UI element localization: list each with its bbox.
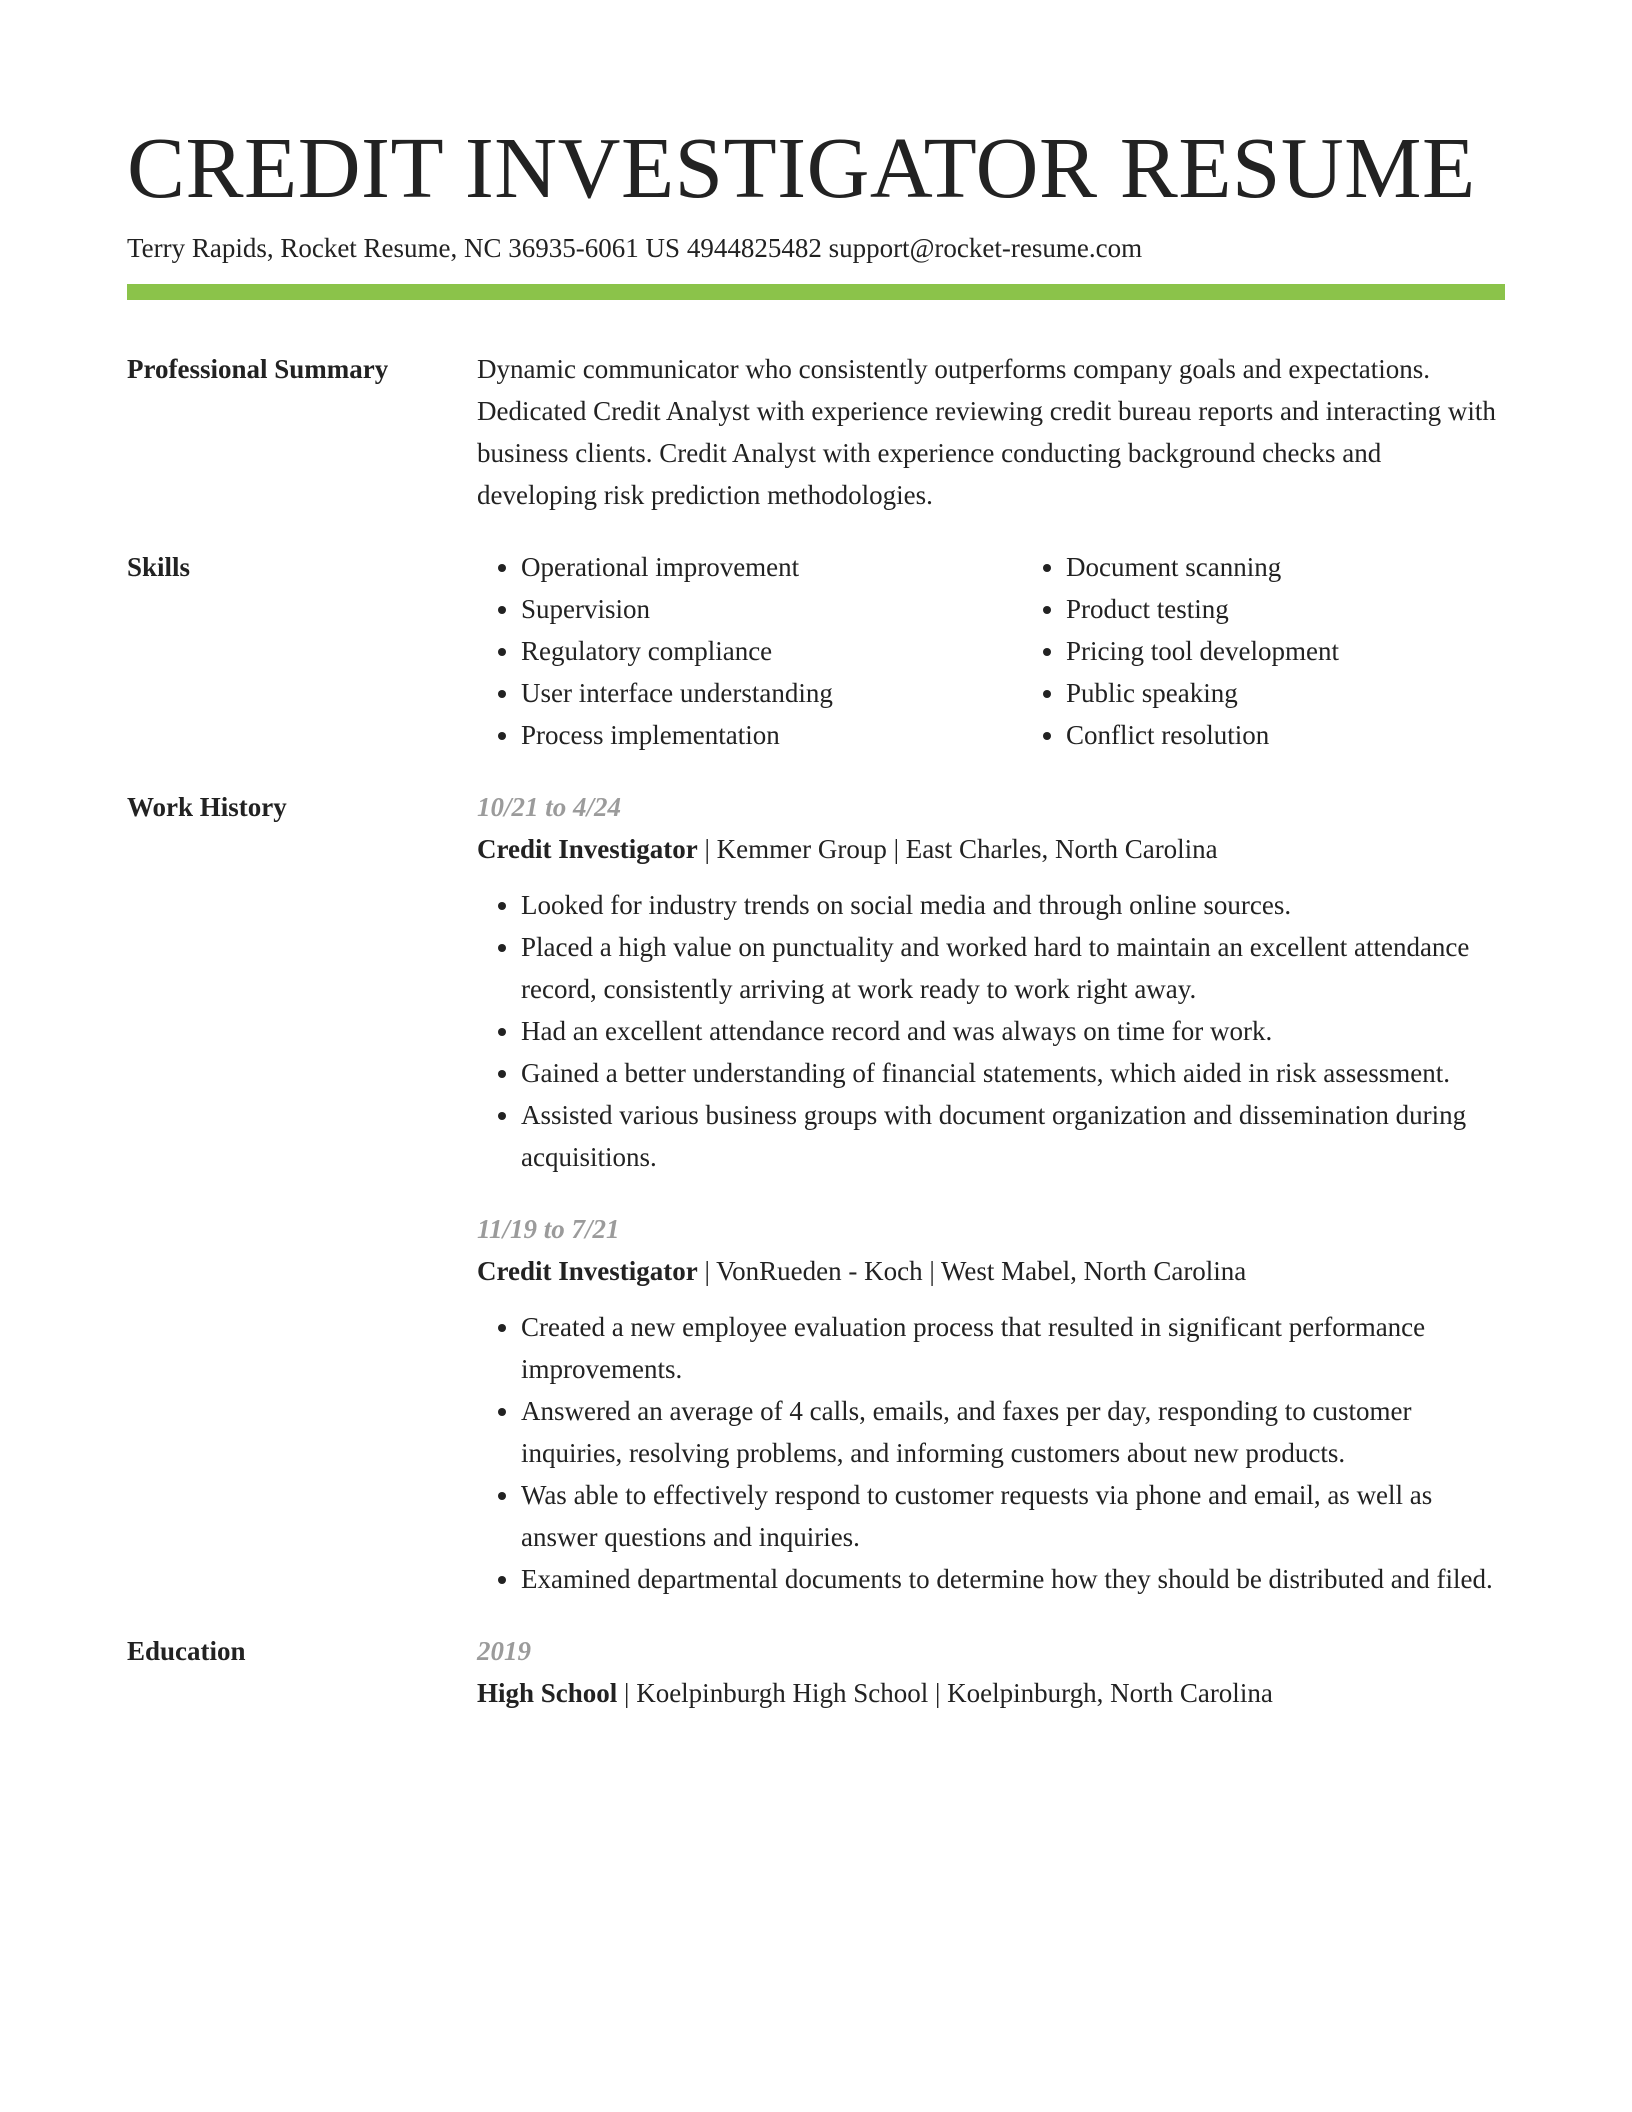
job-heading: [477, 1250, 1505, 1292]
skill-item: • User interface understanding: [521, 672, 1022, 714]
contact-phone: 4944825482: [686, 233, 822, 263]
summary-section: [127, 348, 1505, 516]
job-entry: [477, 786, 1505, 1178]
work-history-body: [477, 786, 1505, 1600]
job-dates: 11/19 to 7/21: [477, 1214, 620, 1244]
job-bullet: • Answered an average of 4 calls, emails, and faxes per day, responding to customer inquiries, resolving problems, and informing customers about new products.: [521, 1390, 1505, 1474]
skills-column-right: [1022, 546, 1339, 756]
skill-item: • Document scanning: [1066, 546, 1339, 588]
skill-item: • Process implementation: [521, 714, 1022, 756]
education-heading: Education: [127, 1636, 246, 1666]
job-employer-location: | Kemmer Group | East Charles, North Carolina: [704, 834, 1218, 864]
job-bullet: • Examined departmental documents to determine how they should be distributed and filed.: [521, 1558, 1505, 1600]
skills-grid: [477, 546, 1505, 756]
job-heading: [477, 828, 1505, 870]
job-employer-location: | VonRueden - Koch | West Mabel, North Carolina: [704, 1256, 1247, 1286]
contact-email: support@rocket-resume.com: [828, 233, 1143, 263]
work-history-section: [127, 786, 1505, 1600]
job-bullet: • Gained a better understanding of financial statements, which aided in risk assessment.: [521, 1052, 1505, 1094]
job-bullet: • Assisted various business groups with document organization and dissemination during acquisitions.: [521, 1094, 1505, 1178]
education-year: 2019: [477, 1636, 531, 1666]
skill-item: • Public speaking: [1066, 672, 1339, 714]
skill-item: • Pricing tool development: [1066, 630, 1339, 672]
job-bullet: • Looked for industry trends on social media and through online sources.: [521, 884, 1505, 926]
education-degree: High School: [477, 1678, 618, 1708]
skill-item: • Product testing: [1066, 588, 1339, 630]
job-entry: [477, 1208, 1505, 1600]
skill-item: • Regulatory compliance: [521, 630, 1022, 672]
education-heading-line: [477, 1672, 1505, 1714]
job-bullet: • Created a new employee evaluation process that resulted in significant performance improvements.: [521, 1306, 1505, 1390]
education-section: [127, 1630, 1505, 1714]
contact-address: Terry Rapids, Rocket Resume, NC 36935-6061 US: [127, 233, 681, 263]
skill-item: • Conflict resolution: [1066, 714, 1339, 756]
skill-item: • Operational improvement: [521, 546, 1022, 588]
resume-title: CREDIT INVESTIGATOR RESUME: [127, 119, 1476, 216]
education-school-location: | Koelpinburgh High School | Koelpinburgh, North Carolina: [624, 1678, 1273, 1708]
contact-line: [127, 230, 1505, 266]
skills-section: [127, 546, 1505, 756]
work-history-heading: Work History: [127, 792, 287, 822]
education-body: [477, 1630, 1505, 1714]
job-bullets: [477, 884, 1505, 1178]
job-bullets: [477, 1306, 1505, 1600]
job-bullet: • Placed a high value on punctuality and worked hard to maintain an excellent attendance record, consistently arriving at work ready to work right away.: [521, 926, 1505, 1010]
skills-column-left: [477, 546, 1022, 756]
job-dates: 10/21 to 4/24: [477, 792, 622, 822]
summary-text: Dynamic communicator who consistently outperforms company goals and expectations. Dedicated Credit Analyst with experience reviewing credit bureau reports and interacting with business clients. Credit Analyst with experience conducting background checks and developing risk prediction methodologies.: [477, 354, 1496, 510]
header-divider: [127, 284, 1505, 300]
job-title: Credit Investigator: [477, 834, 698, 864]
skill-item: • Supervision: [521, 588, 1022, 630]
job-bullet: • Was able to effectively respond to customer requests via phone and email, as well as answer questions and inquiries.: [521, 1474, 1505, 1558]
job-title: Credit Investigator: [477, 1256, 698, 1286]
skills-heading: Skills: [127, 552, 191, 582]
summary-heading: Professional Summary: [127, 354, 389, 384]
job-bullet: • Had an excellent attendance record and was always on time for work.: [521, 1010, 1505, 1052]
